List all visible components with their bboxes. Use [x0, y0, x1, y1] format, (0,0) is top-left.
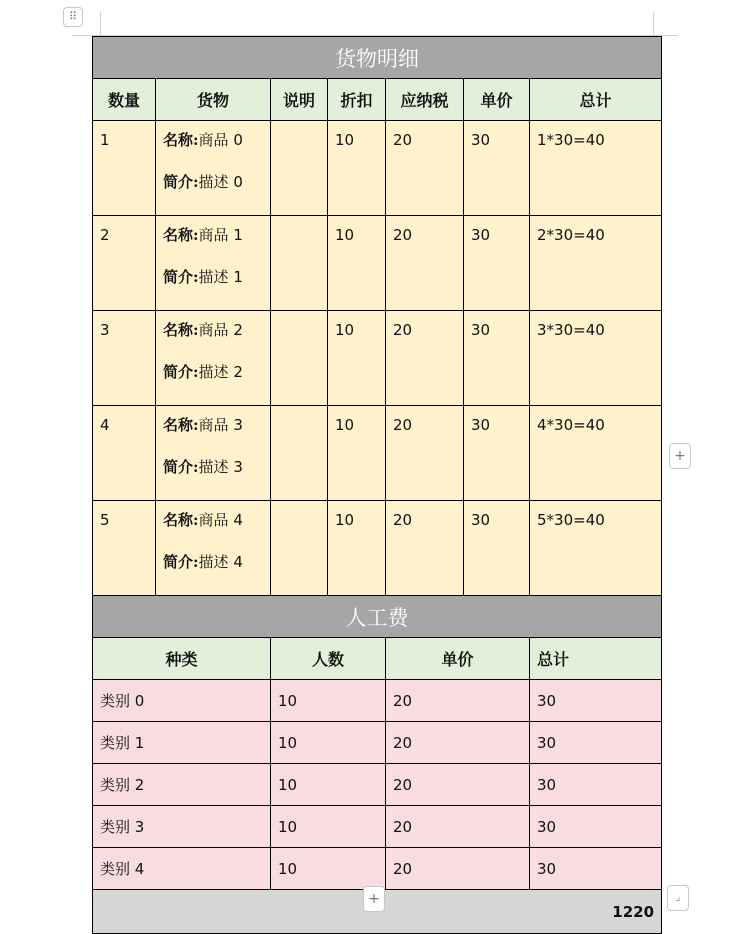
total-cell[interactable]: 4*30=40: [530, 406, 662, 501]
count-cell[interactable]: 10: [271, 806, 386, 848]
grand-total[interactable]: 1220: [93, 890, 662, 934]
note-cell[interactable]: [271, 216, 328, 311]
total-cell[interactable]: 30: [530, 806, 662, 848]
goods-desc: 描述 1: [198, 268, 243, 286]
labor-row: [93, 848, 662, 890]
desc-label: 简介:: [163, 268, 199, 286]
goods-cell[interactable]: [156, 501, 271, 596]
name-label: 名称:: [163, 416, 199, 434]
labor-row: [93, 764, 662, 806]
goods-cell[interactable]: [156, 406, 271, 501]
type-cell[interactable]: 类别 2: [93, 764, 271, 806]
qty-cell[interactable]: 5: [93, 501, 156, 596]
tax-cell[interactable]: 20: [386, 501, 464, 596]
price-cell[interactable]: 20: [386, 806, 530, 848]
desc-label: 简介:: [163, 173, 199, 191]
goods-row: [93, 216, 662, 311]
total-cell[interactable]: 5*30=40: [530, 501, 662, 596]
count-cell[interactable]: 10: [271, 848, 386, 890]
resize-handle-icon[interactable]: ⌟: [667, 885, 689, 911]
price-cell[interactable]: 20: [386, 680, 530, 722]
goods-name: 商品 1: [198, 226, 243, 244]
header-type: 种类: [93, 638, 271, 680]
count-cell[interactable]: 10: [271, 680, 386, 722]
price-cell[interactable]: 30: [464, 311, 530, 406]
goods-row: [93, 406, 662, 501]
goods-row: [93, 311, 662, 406]
total-cell[interactable]: 2*30=40: [530, 216, 662, 311]
add-row-button[interactable]: +: [363, 886, 385, 912]
total-cell[interactable]: 30: [530, 848, 662, 890]
margin-marker: [100, 12, 101, 35]
header-goods: 货物: [156, 79, 271, 121]
desc-label: 简介:: [163, 363, 199, 381]
price-cell[interactable]: 30: [464, 121, 530, 216]
total-cell[interactable]: 3*30=40: [530, 311, 662, 406]
name-label: 名称:: [163, 511, 199, 529]
total-cell[interactable]: 1*30=40: [530, 121, 662, 216]
header-price: 单价: [464, 79, 530, 121]
goods-header-row: [93, 79, 662, 121]
labor-row: [93, 722, 662, 764]
labor-title: 人工费: [93, 596, 662, 638]
price-cell[interactable]: 30: [464, 216, 530, 311]
price-cell[interactable]: 30: [464, 406, 530, 501]
note-cell[interactable]: [271, 311, 328, 406]
goods-desc: 描述 0: [198, 173, 243, 191]
name-label: 名称:: [163, 321, 199, 339]
qty-cell[interactable]: 3: [93, 311, 156, 406]
goods-cell[interactable]: [156, 311, 271, 406]
goods-name: 商品 0: [198, 131, 243, 149]
desc-label: 简介:: [163, 458, 199, 476]
type-cell[interactable]: 类别 3: [93, 806, 271, 848]
note-cell[interactable]: [271, 501, 328, 596]
margin-marker: [653, 12, 654, 35]
qty-cell[interactable]: 2: [93, 216, 156, 311]
tax-cell[interactable]: 20: [386, 311, 464, 406]
qty-cell[interactable]: 4: [93, 406, 156, 501]
discount-cell[interactable]: 10: [328, 311, 386, 406]
goods-desc: 描述 2: [198, 363, 243, 381]
header-tax: 应纳税: [386, 79, 464, 121]
goods-desc: 描述 3: [198, 458, 243, 476]
goods-cell[interactable]: [156, 121, 271, 216]
total-cell[interactable]: 30: [530, 722, 662, 764]
invoice-table: [92, 36, 662, 934]
header-count: 人数: [271, 638, 386, 680]
header-note: 说明: [271, 79, 328, 121]
total-cell[interactable]: 30: [530, 764, 662, 806]
header-total: 总计: [530, 79, 662, 121]
type-cell[interactable]: 类别 0: [93, 680, 271, 722]
labor-row: [93, 806, 662, 848]
goods-name: 商品 2: [198, 321, 243, 339]
header-price: 单价: [386, 638, 530, 680]
name-label: 名称:: [163, 226, 199, 244]
labor-row: [93, 680, 662, 722]
tax-cell[interactable]: 20: [386, 406, 464, 501]
table-move-handle[interactable]: ⠿: [63, 7, 83, 27]
add-column-button[interactable]: +: [669, 443, 691, 469]
qty-cell[interactable]: 1: [93, 121, 156, 216]
goods-name: 商品 3: [198, 416, 243, 434]
count-cell[interactable]: 10: [271, 722, 386, 764]
goods-desc: 描述 4: [198, 553, 243, 571]
type-cell[interactable]: 类别 4: [93, 848, 271, 890]
header-discount: 折扣: [328, 79, 386, 121]
count-cell[interactable]: 10: [271, 764, 386, 806]
name-label: 名称:: [163, 131, 199, 149]
type-cell[interactable]: 类别 1: [93, 722, 271, 764]
labor-header-row: [93, 638, 662, 680]
goods-name: 商品 4: [198, 511, 243, 529]
note-cell[interactable]: [271, 121, 328, 216]
price-cell[interactable]: 20: [386, 764, 530, 806]
discount-cell[interactable]: 10: [328, 121, 386, 216]
discount-cell[interactable]: 10: [328, 501, 386, 596]
discount-cell[interactable]: 10: [328, 216, 386, 311]
price-cell[interactable]: 30: [464, 501, 530, 596]
price-cell[interactable]: 20: [386, 722, 530, 764]
goods-cell[interactable]: [156, 216, 271, 311]
header-qty: 数量: [93, 79, 156, 121]
header-total: 总计: [530, 638, 662, 680]
price-cell[interactable]: 20: [386, 848, 530, 890]
total-cell[interactable]: 30: [530, 680, 662, 722]
note-cell[interactable]: [271, 406, 328, 501]
goods-row: [93, 501, 662, 596]
desc-label: 简介:: [163, 553, 199, 571]
discount-cell[interactable]: 10: [328, 406, 386, 501]
goods-row: [93, 121, 662, 216]
tax-cell[interactable]: 20: [386, 121, 464, 216]
goods-title: 货物明细: [93, 37, 662, 79]
tax-cell[interactable]: 20: [386, 216, 464, 311]
